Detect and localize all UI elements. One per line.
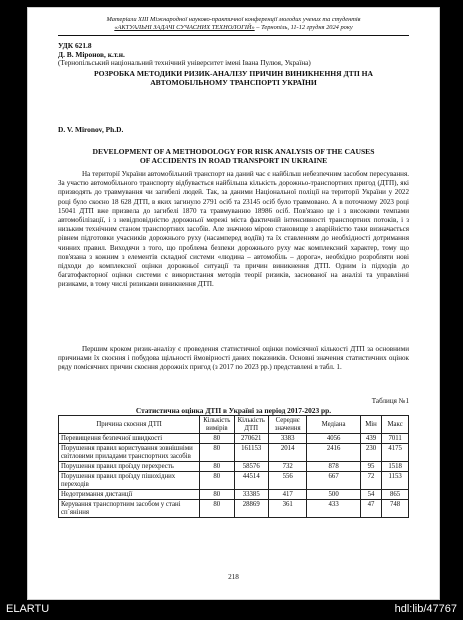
author-en: D. V. Mironov, Ph.D. xyxy=(58,125,124,134)
institution: (Тернопільський національний технічний університет імені Івана Пулюя, Україна) xyxy=(58,59,311,67)
header-cause: Причина скоєння ДТП xyxy=(59,416,200,434)
cell-cause: Порушення правил користування зовнішніми світловими приладами транспортних засобів xyxy=(59,444,200,462)
header-rule xyxy=(58,35,409,36)
viewer-footer xyxy=(0,600,463,620)
table-row xyxy=(59,500,409,518)
header-min: Мін xyxy=(360,416,381,434)
conference-title: «АКТУАЛЬНІ ЗАДАЧІ СУЧАСНИХ ТЕХНОЛОГІЙ» xyxy=(114,24,255,31)
cell-measurements: 80 xyxy=(200,434,234,444)
title-ua-line2: АВТОМОБІЛЬНОМУ ТРАНСПОРТІ УКРАЇНИ xyxy=(150,78,317,87)
cell-median: 667 xyxy=(307,472,360,490)
document-page xyxy=(28,8,439,599)
header-median: Медіана xyxy=(307,416,360,434)
body-paragraph-2: Першим кроком ризик-аналізу є проведення статистичної оцінки помісячної кількості ДТП за основними причинами їх скоєння і побудова щільності ймовірності даних показників. Основні значення статистичних оцінок ряду помісячних причин скоєння дорожніх пригод (з 2017 по 2023 рр.) представлені в табл. 1. xyxy=(58,345,409,372)
cell-mean: 732 xyxy=(268,462,306,472)
table-header-row xyxy=(59,416,409,434)
title-en xyxy=(28,147,439,165)
cell-mean: 417 xyxy=(268,490,306,500)
table-row xyxy=(59,472,409,490)
cell-median: 4056 xyxy=(307,434,360,444)
cell-accident-count: 270621 xyxy=(234,434,268,444)
cell-min: 95 xyxy=(360,462,381,472)
cell-max: 7011 xyxy=(382,434,409,444)
title-en-line2: OF ACCIDENTS IN ROAD TRANSPORT IN UKRAINE xyxy=(139,156,328,165)
cell-mean: 361 xyxy=(268,500,306,518)
cell-median: 433 xyxy=(307,500,360,518)
cell-min: 54 xyxy=(360,490,381,500)
table-row xyxy=(59,462,409,472)
repository-name: ELARTU xyxy=(6,603,50,615)
conference-header-line2 xyxy=(28,24,439,32)
cell-measurements: 80 xyxy=(200,444,234,462)
cell-cause: Керування транспортним засобом у стані сп`яніння xyxy=(59,500,200,518)
header-max: Макс xyxy=(382,416,409,434)
cell-accident-count: 58576 xyxy=(234,462,268,472)
cell-min: 72 xyxy=(360,472,381,490)
title-en-line1: DEVELOPMENT OF A METHODOLOGY FOR RISK ANALYSIS OF THE CAUSES xyxy=(92,147,375,156)
cell-measurements: 80 xyxy=(200,472,234,490)
conference-date: – Тернопіль, 11-12 грудня 2024 року xyxy=(254,24,353,31)
cell-max: 748 xyxy=(382,500,409,518)
cell-cause: Недотримання дистанції xyxy=(59,490,200,500)
cell-measurements: 80 xyxy=(200,462,234,472)
conference-header-line1: Матеріали XIII Міжнародної науково-практичної конференції молодих учених та студентів xyxy=(106,16,361,23)
cell-min: 439 xyxy=(360,434,381,444)
cell-max: 1153 xyxy=(382,472,409,490)
cell-cause: Перевищення безпечної швидкості xyxy=(59,434,200,444)
body-paragraph-1: На території України автомобільний транспорт на даний час є найбільш небезпечним засобом пересування. За участю автомобільного транспорту відбувається найбільша кількість дорожньо-транспортних пригод (ДТП), які призводять до травмування чи загибелі людей. Так, за даними Національної поліції на території України у 2022 році було скоєно 18 628 ДТП, в яких загинуло 2791 осіб та 23145 осіб було травмовано. А в поточному 2023 році 15041 ДТП вже призвела до загибелі 1870 та травмуванню 18986 осіб. Пов'язано це і з високими темпами автомобілізації, і з невідповідністю дорожньої мережі міста фактичній інтенсивності транспортних потоків, і з низьким технічним станом транспортних засобів. Але значною мірою становище з аварійністю таки визначається рівнем підготовки учасників дорожнього руху (насамперед водіїв) та їх ставленням до необхідності дотримання чинних правил. Виходячи з того, що проблема безпеки дорожнього руху має комплексний характер, тому що пов'язана з кожним з елементів складної системи «людина – автомобіль – дорога», необхідно розробляти нові підходи до комплексної оцінки дорожньої ситуації та причин виникнення ДТП. Одним із підходів до багатофакторної оцінки системи є використання методів теорії ризиків, заснованої на аналізі та управлінні ризиками, в тому числі ризиками виникнення ДТП. xyxy=(58,170,409,289)
handle-link[interactable]: hdl:lib/47767 xyxy=(394,603,457,615)
author-ua: Д. В. Міронов, к.т.н. xyxy=(58,50,125,59)
cell-cause: Порушення правил проїзду пішохідних переходів xyxy=(59,472,200,490)
header-mean: Середнє значення xyxy=(268,416,306,434)
cell-mean: 2014 xyxy=(268,444,306,462)
cell-measurements: 80 xyxy=(200,500,234,518)
cell-mean: 556 xyxy=(268,472,306,490)
cell-accident-count: 44514 xyxy=(234,472,268,490)
table-row xyxy=(59,490,409,500)
cell-cause: Порушення правил проїзду перехресть xyxy=(59,462,200,472)
cell-median: 2416 xyxy=(307,444,360,462)
table-row xyxy=(59,444,409,462)
header-accident-count: Кількість ДТП xyxy=(234,416,268,434)
cell-measurements: 80 xyxy=(200,490,234,500)
cell-max: 865 xyxy=(382,490,409,500)
table-number: Таблиця №1 xyxy=(371,397,409,405)
cell-accident-count: 161153 xyxy=(234,444,268,462)
cell-accident-count: 28869 xyxy=(234,500,268,518)
cell-max: 1518 xyxy=(382,462,409,472)
page-number: 218 xyxy=(228,573,239,581)
cell-median: 500 xyxy=(307,490,360,500)
header-measurements: Кількість вимірів xyxy=(200,416,234,434)
conference-header xyxy=(28,16,439,32)
cell-min: 230 xyxy=(360,444,381,462)
cell-mean: 3383 xyxy=(268,434,306,444)
title-ua-line1: РОЗРОБКА МЕТОДИКИ РИЗИК-АНАЛІЗУ ПРИЧИН ВИНИКНЕННЯ ДТП НА xyxy=(93,69,374,78)
table-row xyxy=(59,434,409,444)
cell-median: 878 xyxy=(307,462,360,472)
title-ua xyxy=(28,69,439,87)
cell-min: 47 xyxy=(360,500,381,518)
cell-max: 4175 xyxy=(382,444,409,462)
udk-code: УДК 621.8 xyxy=(58,41,92,50)
table-caption: Статистична оцінка ДТП в Україні за період 2017-2023 рр. xyxy=(135,406,332,415)
cell-accident-count: 33385 xyxy=(234,490,268,500)
statistics-table xyxy=(58,415,409,518)
